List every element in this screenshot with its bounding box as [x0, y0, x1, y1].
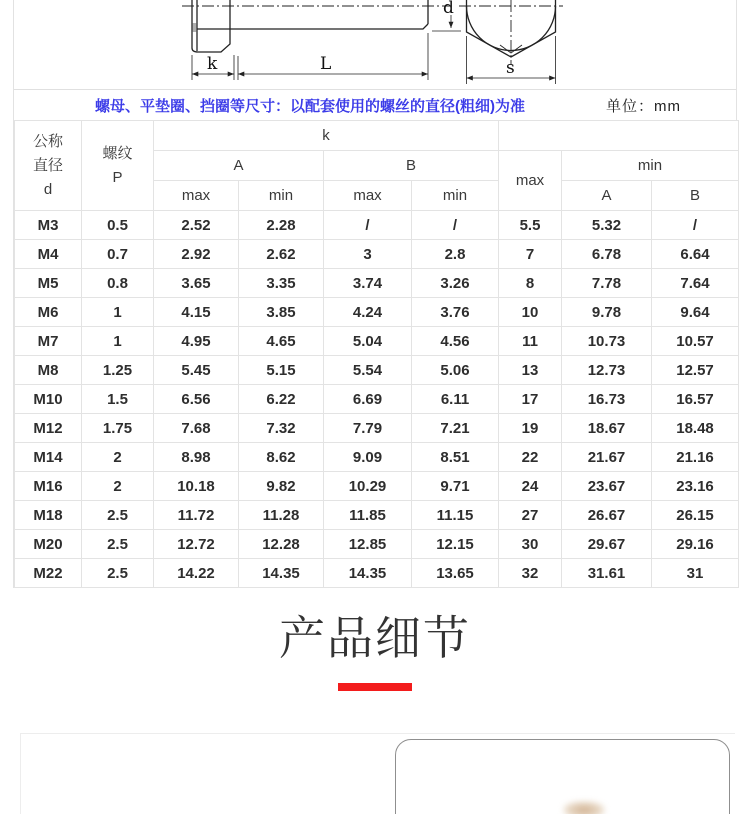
- table-cell: 12.73: [562, 356, 652, 385]
- table-cell: 5.54: [324, 356, 412, 385]
- table-cell: 26.67: [562, 501, 652, 530]
- table-cell: 12.57: [652, 356, 739, 385]
- table-cell: 18.67: [562, 414, 652, 443]
- table-cell: 4.24: [324, 298, 412, 327]
- table-cell: 23.16: [652, 472, 739, 501]
- table-cell: 2: [82, 443, 154, 472]
- table-cell: 11.72: [154, 501, 239, 530]
- bolt-head-side-view: [192, 0, 230, 52]
- table-cell: 29.16: [652, 530, 739, 559]
- table-cell: 19: [499, 414, 562, 443]
- bolt-shaft: [230, 0, 428, 29]
- spec-table: [14, 120, 739, 588]
- spec-table-header: [15, 121, 739, 211]
- table-cell: 8.62: [239, 443, 324, 472]
- header-s-max: max: [499, 151, 562, 211]
- table-cell: 1: [82, 298, 154, 327]
- table-cell: 0.8: [82, 269, 154, 298]
- table-cell: 0.5: [82, 211, 154, 240]
- table-cell: M14: [15, 443, 82, 472]
- table-row: [15, 298, 739, 327]
- table-cell: 10.57: [652, 327, 739, 356]
- unit-label: 单位：mm: [606, 97, 681, 115]
- table-cell: /: [324, 211, 412, 240]
- table-cell: 11.28: [239, 501, 324, 530]
- table-cell: 29.67: [562, 530, 652, 559]
- table-row: [15, 443, 739, 472]
- table-cell: 4.15: [154, 298, 239, 327]
- table-cell: 7.21: [412, 414, 499, 443]
- table-cell: 5.32: [562, 211, 652, 240]
- dim-L: [238, 33, 428, 80]
- table-cell: 9.82: [239, 472, 324, 501]
- table-row: [15, 559, 739, 588]
- table-cell: 2: [82, 472, 154, 501]
- table-cell: 4.65: [239, 327, 324, 356]
- table-cell: 5.04: [324, 327, 412, 356]
- table-cell: 7.32: [239, 414, 324, 443]
- header-min: min: [562, 151, 739, 181]
- table-row: [15, 211, 739, 240]
- header-min-b: B: [652, 181, 739, 211]
- dim-label-k: k: [207, 54, 218, 74]
- table-cell: 7.78: [562, 269, 652, 298]
- table-cell: 0.7: [82, 240, 154, 269]
- table-cell: 3.26: [412, 269, 499, 298]
- bolt-drawing-svg: [14, 0, 736, 89]
- table-cell: 7.64: [652, 269, 739, 298]
- table-row: [15, 269, 739, 298]
- dim-label-s: s: [506, 58, 515, 78]
- header-nominal-diameter: 公称 直径 d: [15, 121, 82, 211]
- table-cell: 32: [499, 559, 562, 588]
- product-photo-edge: [563, 801, 605, 814]
- table-cell: 31.61: [562, 559, 652, 588]
- table-cell: 12.85: [324, 530, 412, 559]
- table-cell: 9.64: [652, 298, 739, 327]
- table-cell: 6.22: [239, 385, 324, 414]
- table-cell: 13: [499, 356, 562, 385]
- table-cell: 6.56: [154, 385, 239, 414]
- dim-label-d: d: [443, 0, 454, 18]
- table-cell: 7: [499, 240, 562, 269]
- header-kb-min: min: [412, 181, 499, 211]
- spec-table-body: [15, 211, 739, 588]
- table-cell: 8.98: [154, 443, 239, 472]
- size-notice-text: 螺母、平垫圈、挡圈等尺寸：以配套使用的螺丝的直径(粗细)为准: [95, 97, 525, 115]
- table-cell: M16: [15, 472, 82, 501]
- table-cell: 2.52: [154, 211, 239, 240]
- table-cell: 14.35: [324, 559, 412, 588]
- table-cell: M22: [15, 559, 82, 588]
- spec-frame: [13, 0, 737, 588]
- table-cell: 3.76: [412, 298, 499, 327]
- table-cell: 11: [499, 327, 562, 356]
- table-row: [15, 385, 739, 414]
- table-cell: 6.11: [412, 385, 499, 414]
- table-cell: 24: [499, 472, 562, 501]
- table-cell: 16.73: [562, 385, 652, 414]
- table-cell: M4: [15, 240, 82, 269]
- header-kb-max: max: [324, 181, 412, 211]
- table-cell: 7.79: [324, 414, 412, 443]
- table-cell: M5: [15, 269, 82, 298]
- table-cell: 5.15: [239, 356, 324, 385]
- table-cell: 14.35: [239, 559, 324, 588]
- table-cell: 6.64: [652, 240, 739, 269]
- table-row: [15, 472, 739, 501]
- table-cell: 27: [499, 501, 562, 530]
- table-cell: 10.73: [562, 327, 652, 356]
- size-notice-bar: [14, 89, 736, 120]
- header-thread-pitch: 螺纹 P: [82, 121, 154, 211]
- table-cell: 12.28: [239, 530, 324, 559]
- table-cell: 6.78: [562, 240, 652, 269]
- table-cell: 3: [324, 240, 412, 269]
- table-cell: 12.72: [154, 530, 239, 559]
- table-cell: /: [412, 211, 499, 240]
- table-cell: 3.65: [154, 269, 239, 298]
- table-cell: M6: [15, 298, 82, 327]
- table-cell: 11.15: [412, 501, 499, 530]
- table-cell: 8: [499, 269, 562, 298]
- table-cell: 21.67: [562, 443, 652, 472]
- table-cell: 10: [499, 298, 562, 327]
- table-cell: M7: [15, 327, 82, 356]
- table-cell: 1.75: [82, 414, 154, 443]
- table-cell: 7.68: [154, 414, 239, 443]
- dim-label-L: L: [320, 54, 332, 74]
- head-chamfer-shade: [193, 23, 197, 32]
- table-cell: 2.5: [82, 501, 154, 530]
- table-cell: 14.22: [154, 559, 239, 588]
- table-cell: 13.65: [412, 559, 499, 588]
- table-cell: M18: [15, 501, 82, 530]
- table-row: [15, 530, 739, 559]
- table-cell: M20: [15, 530, 82, 559]
- table-cell: 9.78: [562, 298, 652, 327]
- table-cell: 1.25: [82, 356, 154, 385]
- table-cell: 5.06: [412, 356, 499, 385]
- header-ka-max: max: [154, 181, 239, 211]
- table-cell: 3.35: [239, 269, 324, 298]
- product-details-title: 产品细节: [279, 612, 471, 664]
- header-k: k: [154, 121, 499, 151]
- red-underline-bar: [338, 683, 412, 691]
- table-cell: 2.8: [412, 240, 499, 269]
- table-cell: 10.18: [154, 472, 239, 501]
- table-cell: 4.95: [154, 327, 239, 356]
- table-cell: 9.09: [324, 443, 412, 472]
- table-cell: 8.51: [412, 443, 499, 472]
- table-cell: 1.5: [82, 385, 154, 414]
- table-cell: M8: [15, 356, 82, 385]
- table-cell: 12.15: [412, 530, 499, 559]
- table-cell: 3.74: [324, 269, 412, 298]
- table-cell: 21.16: [652, 443, 739, 472]
- table-row: [15, 356, 739, 385]
- table-cell: 4.56: [412, 327, 499, 356]
- table-cell: 2.62: [239, 240, 324, 269]
- table-cell: 5.45: [154, 356, 239, 385]
- table-row: [15, 501, 739, 530]
- table-row: [15, 414, 739, 443]
- table-cell: 6.69: [324, 385, 412, 414]
- table-cell: 9.71: [412, 472, 499, 501]
- table-cell: 2.28: [239, 211, 324, 240]
- table-cell: 30: [499, 530, 562, 559]
- table-cell: 2.5: [82, 530, 154, 559]
- table-cell: 23.67: [562, 472, 652, 501]
- header-ka-min: min: [239, 181, 324, 211]
- table-cell: M12: [15, 414, 82, 443]
- table-cell: 16.57: [652, 385, 739, 414]
- table-cell: 2.5: [82, 559, 154, 588]
- table-cell: 11.85: [324, 501, 412, 530]
- table-cell: 26.15: [652, 501, 739, 530]
- table-cell: /: [652, 211, 739, 240]
- table-cell: 5.5: [499, 211, 562, 240]
- header-empty: [499, 121, 739, 151]
- table-row: [15, 327, 739, 356]
- table-cell: 1: [82, 327, 154, 356]
- table-row: [15, 240, 739, 269]
- table-cell: 22: [499, 443, 562, 472]
- header-min-a: A: [562, 181, 652, 211]
- table-cell: M3: [15, 211, 82, 240]
- table-cell: 3.85: [239, 298, 324, 327]
- table-cell: M10: [15, 385, 82, 414]
- table-cell: 18.48: [652, 414, 739, 443]
- table-cell: 10.29: [324, 472, 412, 501]
- header-grade-b: B: [324, 151, 499, 181]
- table-cell: 17: [499, 385, 562, 414]
- bolt-technical-drawing: [14, 0, 736, 89]
- product-details-header: [0, 612, 750, 691]
- table-cell: 31: [652, 559, 739, 588]
- header-grade-a: A: [154, 151, 324, 181]
- table-cell: 2.92: [154, 240, 239, 269]
